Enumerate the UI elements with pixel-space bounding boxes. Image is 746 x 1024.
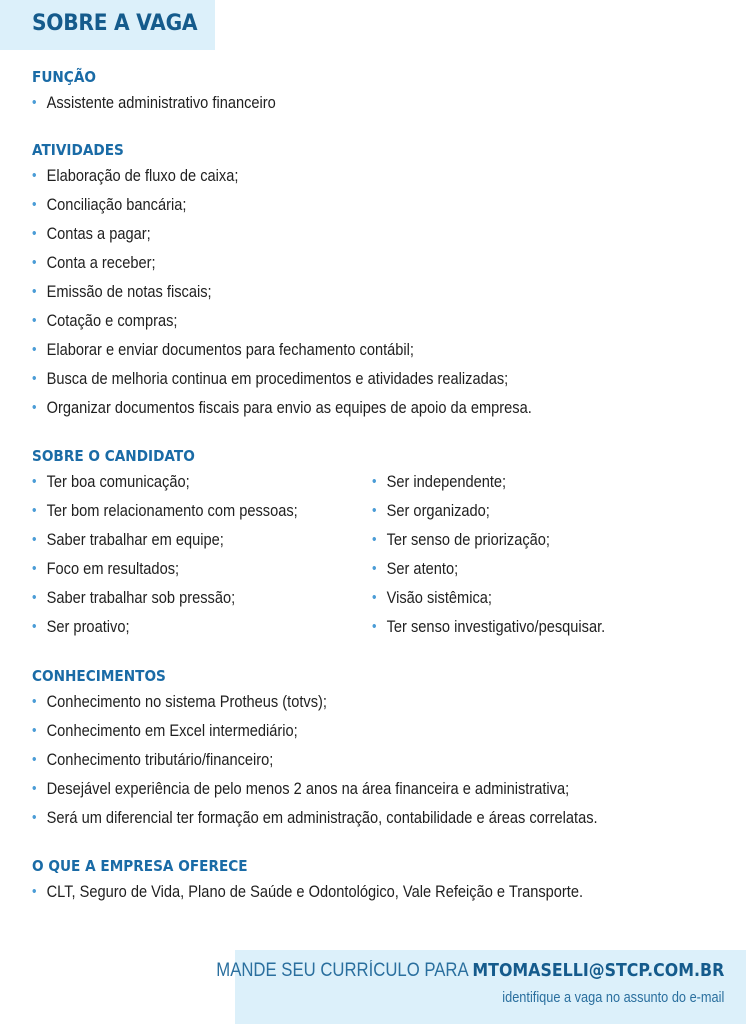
bullet-icon: • (32, 722, 37, 739)
list-item (32, 161, 532, 190)
section-heading-atividades: ATIVIDADES (32, 141, 124, 159)
list-item-text: Emissão de notas fiscais; (46, 282, 212, 301)
list-item (32, 219, 532, 248)
bullet-icon: • (32, 167, 37, 184)
footer-note: identifique a vaga no assunto do e-mail (501, 990, 724, 1006)
page-title: SOBRE A VAGA (32, 11, 198, 36)
bullet-icon: • (372, 502, 377, 519)
list-item (32, 496, 298, 525)
list-item (32, 716, 598, 745)
list-item (32, 612, 298, 641)
list-item (32, 277, 532, 306)
list-item (32, 745, 598, 774)
section-heading-oferece: O QUE A EMPRESA OFERECE (32, 857, 248, 875)
bullet-icon: • (32, 693, 37, 710)
bullet-icon: • (32, 312, 37, 329)
bullet-icon: • (32, 473, 37, 490)
list-item (32, 335, 532, 364)
section-oferece (32, 855, 673, 906)
bullet-icon: • (32, 560, 37, 577)
list-item-text: Conhecimento no sistema Protheus (totvs); (46, 692, 327, 711)
list-item (32, 393, 532, 422)
footer-cta (216, 960, 724, 982)
list-item-text: Saber trabalhar em equipe; (46, 530, 224, 549)
list-item (32, 248, 532, 277)
list-item (32, 467, 298, 496)
list-item (32, 803, 598, 832)
list-item-text: Organizar documentos fiscais para envio as equipes de apoio da empresa. (46, 398, 532, 417)
list-item-text: Desejável experiência de pelo menos 2 anos na área financeira e administrativa; (46, 779, 570, 798)
list-atividades (32, 161, 613, 422)
list-item (372, 583, 605, 612)
list-item-text: Conhecimento em Excel intermediário; (46, 721, 298, 740)
section-candidato (32, 445, 732, 645)
bullet-icon: • (32, 618, 37, 635)
list-item-text: Ter senso de priorização; (386, 530, 550, 549)
list-item-text: Elaborar e enviar documentos para fechamento contábil; (46, 340, 414, 359)
bullet-icon: • (32, 883, 37, 900)
bullet-icon: • (32, 225, 37, 242)
bullet-icon: • (32, 254, 37, 271)
list-item (32, 687, 598, 716)
bullet-icon: • (32, 399, 37, 416)
list-item-text: Será um diferencial ter formação em administração, contabilidade e áreas correlatas. (46, 808, 598, 827)
bullet-icon: • (32, 502, 37, 519)
list-item (32, 774, 598, 803)
list-item-text: Busca de melhoria continua em procedimentos e atividades realizadas; (46, 369, 509, 388)
list-item (32, 554, 298, 583)
list-item (32, 364, 532, 393)
bullet-icon: • (32, 94, 37, 111)
list-item (32, 583, 298, 612)
list-item-text: Elaboração de fluxo de caixa; (46, 166, 239, 185)
list-item (32, 190, 532, 219)
bullet-icon: • (32, 531, 37, 548)
list-item-text: CLT, Seguro de Vida, Plano de Saúde e Odontológico, Vale Refeição e Transporte. (46, 882, 584, 901)
bullet-icon: • (372, 473, 377, 490)
list-item-text: Foco em resultados; (46, 559, 180, 578)
section-heading-candidato: SOBRE O CANDIDATO (32, 447, 195, 465)
candidato-right-column (372, 467, 643, 641)
section-conhecimentos (32, 665, 690, 832)
list-item-text: Ter boa comunicação; (46, 472, 190, 491)
list-item-text: Conta a receber; (46, 253, 156, 272)
bullet-icon: • (32, 589, 37, 606)
candidato-left-column (32, 467, 341, 641)
footer-email-link[interactable]: MTOMASELLI@STCP.COM.BR (472, 960, 724, 981)
bullet-icon: • (372, 589, 377, 606)
bullet-icon: • (32, 196, 37, 213)
list-conhecimentos (32, 687, 690, 832)
list-item (372, 612, 605, 641)
footer-cta-prefix: MANDE SEU CURRÍCULO PARA (215, 960, 473, 981)
list-item-text: Ter bom relacionamento com pessoas; (46, 501, 298, 520)
list-funcao (32, 88, 315, 117)
section-heading-funcao: FUNÇÃO (32, 68, 96, 86)
bullet-icon: • (32, 780, 37, 797)
title-banner (0, 0, 215, 50)
bullet-icon: • (32, 809, 37, 826)
list-item-text: Ser independente; (386, 472, 507, 491)
list-item (372, 525, 605, 554)
section-heading-conhecimentos: CONHECIMENTOS (32, 667, 166, 685)
list-item (372, 467, 605, 496)
list-item-text: Conhecimento tributário/financeiro; (46, 750, 274, 769)
section-funcao (32, 66, 315, 117)
section-atividades (32, 139, 613, 422)
list-oferece (32, 877, 673, 906)
list-item (372, 554, 605, 583)
list-candidato-right (372, 467, 643, 641)
list-item (32, 525, 298, 554)
list-item-text: Conciliação bancária; (46, 195, 187, 214)
bullet-icon: • (372, 618, 377, 635)
list-item (32, 88, 276, 117)
list-item (32, 306, 532, 335)
list-candidato-left (32, 467, 341, 641)
list-item-text: Saber trabalhar sob pressão; (46, 588, 236, 607)
bullet-icon: • (372, 531, 377, 548)
list-item-text: Ser organizado; (386, 501, 490, 520)
list-item-text: Ser proativo; (46, 617, 130, 636)
footer-cta-box (215, 950, 746, 1024)
bullet-icon: • (32, 341, 37, 358)
list-item (32, 877, 583, 906)
list-item-text: Assistente administrativo financeiro (46, 93, 276, 112)
list-item-text: Visão sistêmica; (386, 588, 492, 607)
bullet-icon: • (32, 370, 37, 387)
bullet-icon: • (372, 560, 377, 577)
bullet-icon: • (32, 751, 37, 768)
list-item-text: Ser atento; (386, 559, 459, 578)
bullet-icon: • (32, 283, 37, 300)
list-item-text: Cotação e compras; (46, 311, 178, 330)
list-item (372, 496, 605, 525)
list-item-text: Ter senso investigativo/pesquisar. (386, 617, 606, 636)
list-item-text: Contas a pagar; (46, 224, 151, 243)
